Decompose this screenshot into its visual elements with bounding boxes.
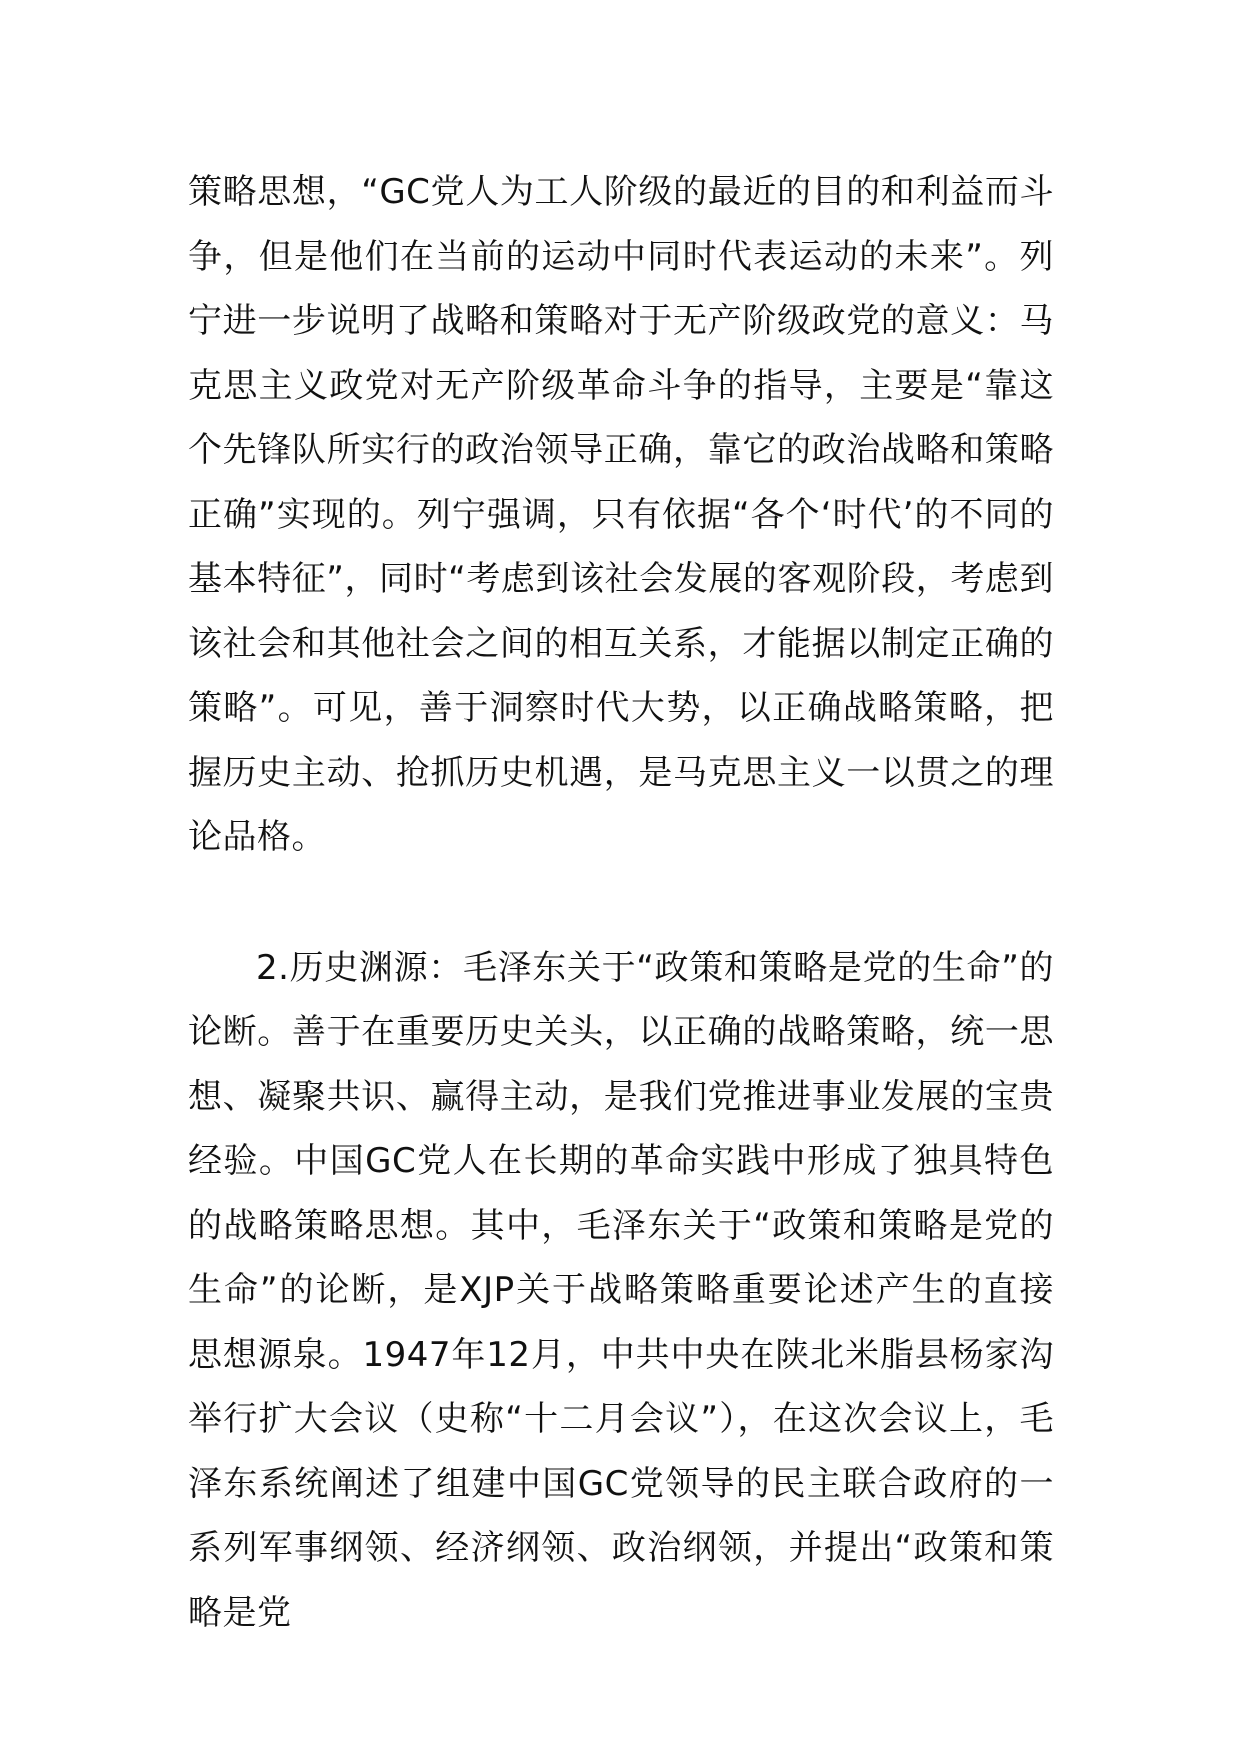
document-page xyxy=(188,160,1054,1645)
paragraph-historical-origin: 2.历史渊源：毛泽东关于“政策和策略是党的生命”的论断。善于在重要历史关头，以正确的战略策略，统一思想、凝聚共识、赢得主动，是我们党推进事业发展的宝贵经验。中国GC党人在长期的革命实践中形成了独具特色的战略策略思想。其中，毛泽东关于“政策和策略是党的生命”的论断，是XJP关于战略策略重要论述产生的直接思想源泉。1947年12月，中共中央在陕北米脂县杨家沟举行扩大会议（史称“十二月会议”），在这次会议上，毛泽东系统阐述了组建中国GC党领导的民主联合政府的一系列军事纲领、经济纲领、政治纲领，并提出“政策和策略是党 xyxy=(188,947,1054,1633)
paragraph-strategy-thought: 策略思想，“GC党人为工人阶级的最近的目的和利益而斗争，但是他们在当前的运动中同时代表运动的未来”。列宁进一步说明了战略和策略对于无产阶级政党的意义：马克思主义政党对无产阶级革命斗争的指导，主要是“靠这个先锋队所实行的政治领导正确，靠它的政治战略和策略正确”实现的。列宁强调，只有依据“各个‘时代’的不同的基本特征”，同时“考虑到该社会发展的客观阶段，考虑到该社会和其他社会之间的相互关系，才能据以制定正确的策略”。可见，善于洞察时代大势，以正确战略策略，把握历史主动、抢抓历史机遇，是马克思主义一以贯之的理论品格。 xyxy=(188,172,1054,857)
paragraph-spacer xyxy=(188,870,1054,936)
